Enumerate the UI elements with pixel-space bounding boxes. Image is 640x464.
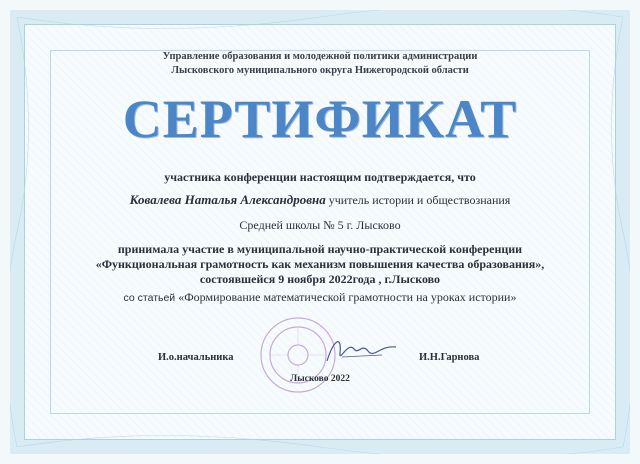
certificate-title: СЕРТИФИКАТ [122, 89, 518, 149]
recipient-name: Ковалева Наталья Александровна [129, 192, 326, 207]
issuer-line-2: Лысковского муниципального округа Нижегородской области [171, 65, 469, 76]
issuer-header [0, 50, 640, 78]
article-prefix: со статьей [123, 292, 176, 304]
conference-date-place: состоявшейся 9 ноября 2022года , г.Лысково [199, 272, 441, 286]
participation-text: принимала участие в муниципальной научно-практической конференции [117, 242, 523, 256]
handwritten-signature [322, 333, 402, 367]
recipient-role: учитель истории и обществознания [325, 193, 511, 207]
signatory-position: И.о.начальника [158, 352, 234, 363]
signatory-name: И.Н.Гарнова [419, 352, 480, 363]
school-name: Средней школы № 5 г. Лысково [239, 218, 401, 232]
recipient-line [0, 192, 640, 208]
confirmation-text: участника конференции настоящим подтверждается, что [164, 170, 476, 184]
conference-name: «Функциональная грамотность как механизм повышения качества образования», [95, 257, 545, 271]
article-title: «Формирование математической грамотности на уроках истории» [175, 290, 517, 304]
article-line [0, 290, 640, 306]
issuer-line-1: Управление образования и молодежной политики администрации [162, 51, 478, 62]
place-year: Лысково 2022 [290, 374, 350, 384]
